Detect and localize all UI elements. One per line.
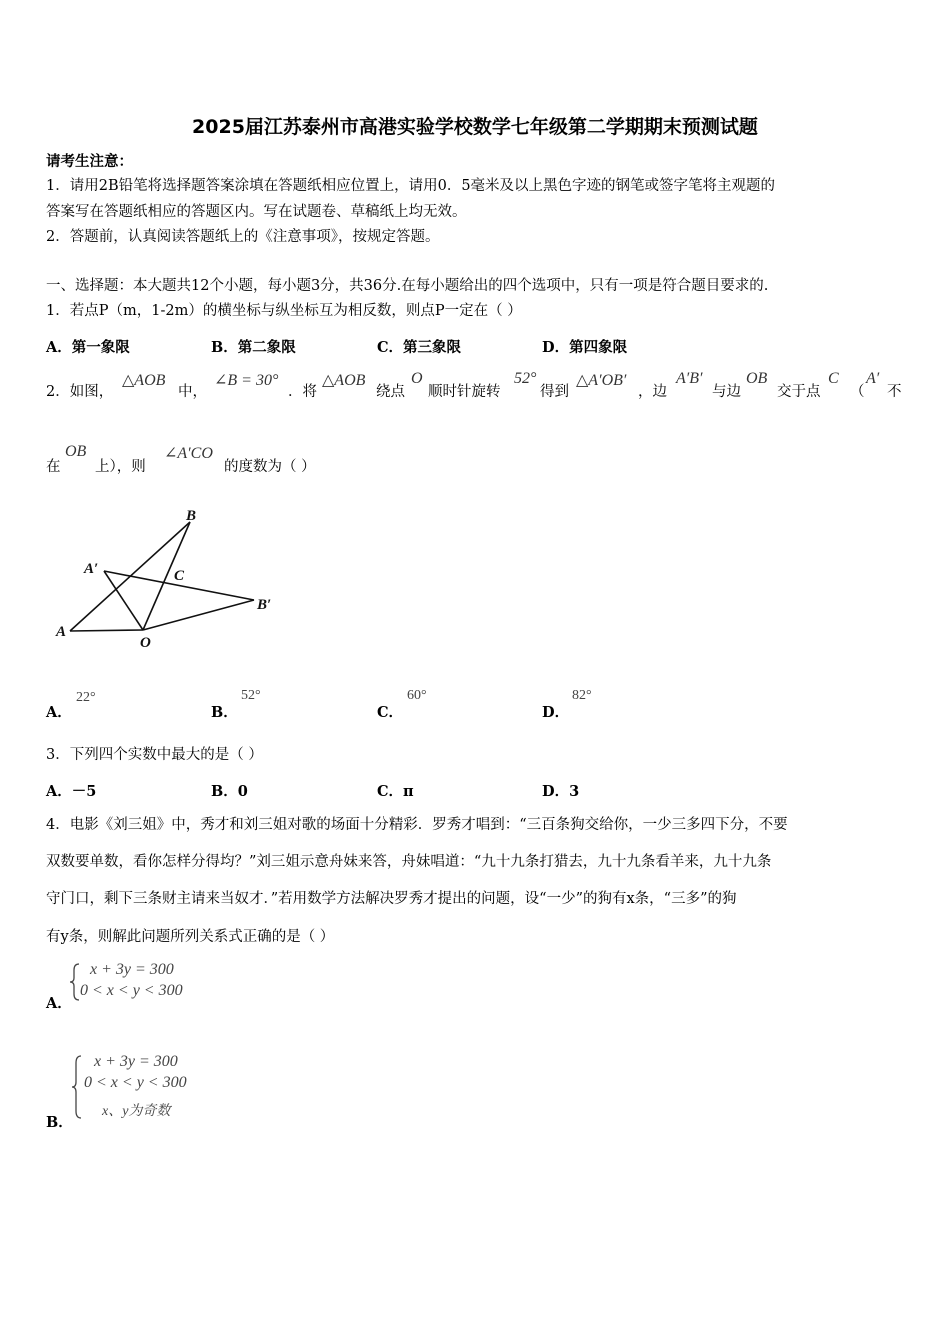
question-4-option-b-equation-2: 0 < x < y < 300 (84, 1074, 187, 1091)
notice-line-1: 1．请用2B铅笔将选择题答案涂填在答题纸相应位置上，请用0．5毫米及以上黑色字迹的钢笔或签字笔将主观题的 (46, 178, 776, 194)
question-2-text-5: 顺时针旋转 (428, 384, 501, 400)
question-2-text-9: 交于点 (777, 384, 821, 400)
question-1-option-a[interactable]: A．第一象限 (46, 339, 130, 356)
math-triangle-a1ob1: △A′OB′ (576, 372, 627, 389)
question-2-text-1: 2．如图， (46, 384, 114, 400)
question-2-text-6: 得到 (540, 384, 569, 400)
question-2-figure (50, 500, 290, 660)
notice-line-2: 答案写在答题纸相应的答题区内。写在试题卷、草稿纸上均无效。 (46, 204, 467, 220)
question-4-option-a-equation-1: x + 3y = 300 (90, 961, 174, 978)
math-point-c: C (828, 370, 839, 387)
question-2-text-13: 上），则 (95, 459, 146, 475)
brace-icon (70, 1054, 84, 1120)
question-2-text-10: （ (850, 384, 865, 400)
question-2-option-b-value: 52° (241, 688, 261, 703)
math-angle-b: ∠B = 30° (214, 372, 279, 389)
math-angle-52: 52° (514, 370, 537, 387)
math-point-o: O (411, 370, 423, 387)
notice-heading: 请考生注意： (46, 153, 133, 170)
label-b-prime: B′ (257, 597, 272, 613)
question-2-option-a-value: 22° (76, 690, 96, 705)
question-4-line-1: 4．电影《刘三姐》中，秀才和刘三姐对歌的场面十分精彩．罗秀才唱到：“三百条狗交给你，一少三多四下分，不要 (46, 817, 788, 833)
question-2-option-a-letter[interactable]: A． (46, 704, 72, 721)
question-1-option-d[interactable]: D．第四象限 (542, 339, 628, 356)
question-2-option-b-letter[interactable]: B． (211, 704, 238, 721)
question-2-text-8: 与边 (712, 384, 741, 400)
question-2-text-3: ．将 (288, 384, 317, 400)
question-2-text-12: 在 (46, 459, 61, 475)
math-segment-ob: OB (746, 370, 768, 387)
question-4-option-b-equation-3: x、y为奇数 (102, 1104, 171, 1119)
math-point-a1: A′ (866, 370, 880, 387)
notice-line-3: 2．答题前，认真阅读答题纸上的《注意事项》，按规定答题。 (46, 229, 440, 245)
label-c: C (174, 568, 185, 584)
label-a-prime: A′ (84, 561, 99, 577)
math-segment-a1b1: A′B′ (676, 370, 703, 387)
question-4-line-2: 双数要单数，看你怎样分得均？”刘三姐示意舟妹来答，舟妹唱道：“九十九条打猎去，九十九条看羊来，九十九条 (46, 854, 772, 870)
section-heading: 一、选择题：本大题共12个小题，每小题3分，共36分.在每小题给出的四个选项中，只有一项是符合题目要求的. (46, 278, 769, 294)
question-4-option-a-letter[interactable]: A． (46, 995, 72, 1012)
label-b: B (186, 508, 197, 524)
question-2-text-11: 不 (887, 384, 902, 400)
question-2-text-14: 的度数为（ ） (224, 459, 316, 475)
question-2-option-d-letter[interactable]: D． (542, 704, 570, 721)
question-1-stem: 1．若点P（m，1-2m）的横坐标与纵坐标互为相反数，则点P一定在（ ） (46, 303, 522, 319)
label-a: A (56, 624, 67, 640)
label-o: O (140, 635, 151, 651)
math-triangle-aob: △AOB (122, 372, 166, 389)
question-4-option-b-equation-1: x + 3y = 300 (94, 1053, 178, 1070)
question-1-option-c[interactable]: C．第三象限 (377, 339, 462, 356)
question-3-option-a[interactable]: A．－5 (46, 783, 97, 800)
question-4-line-4: 有y条，则解此问题所列关系式正确的是（ ） (46, 929, 335, 945)
question-4-line-3: 守门口，剩下三条财主请来当奴才．”若用数学方法解决罗秀才提出的问题，设“一少”的狗有x条，“三多”的狗 (46, 891, 737, 907)
question-4-option-a-equation-2: 0 < x < y < 300 (80, 982, 183, 999)
math-triangle-aob-2: △AOB (322, 372, 366, 389)
question-2-text-4: 绕点 (376, 384, 405, 400)
question-3-option-b[interactable]: B．0 (211, 783, 248, 800)
question-3-option-d[interactable]: D．3 (542, 783, 580, 800)
question-3-stem: 3．下列四个实数中最大的是（ ） (46, 747, 263, 763)
question-2-text-7: ，边 (638, 384, 667, 400)
segment-a1-o (104, 571, 143, 630)
page-title: 2025届江苏泰州市高港实验学校数学七年级第二学期期末预测试题 (192, 116, 758, 138)
question-3-option-c[interactable]: C．π (377, 783, 414, 800)
question-2-option-d-value: 82° (572, 688, 592, 703)
math-angle-a1co: ∠A′CO (164, 445, 213, 462)
question-4-option-b-letter[interactable]: B． (46, 1114, 73, 1131)
segment-o-b1 (143, 600, 254, 630)
question-2-option-c-value: 60° (407, 688, 427, 703)
math-segment-ob-2: OB (65, 443, 87, 460)
question-2-text-2: 中， (178, 384, 207, 400)
segment-a-o (70, 630, 143, 631)
question-2-option-c-letter[interactable]: C． (377, 704, 404, 721)
question-1-option-b[interactable]: B．第二象限 (211, 339, 296, 356)
